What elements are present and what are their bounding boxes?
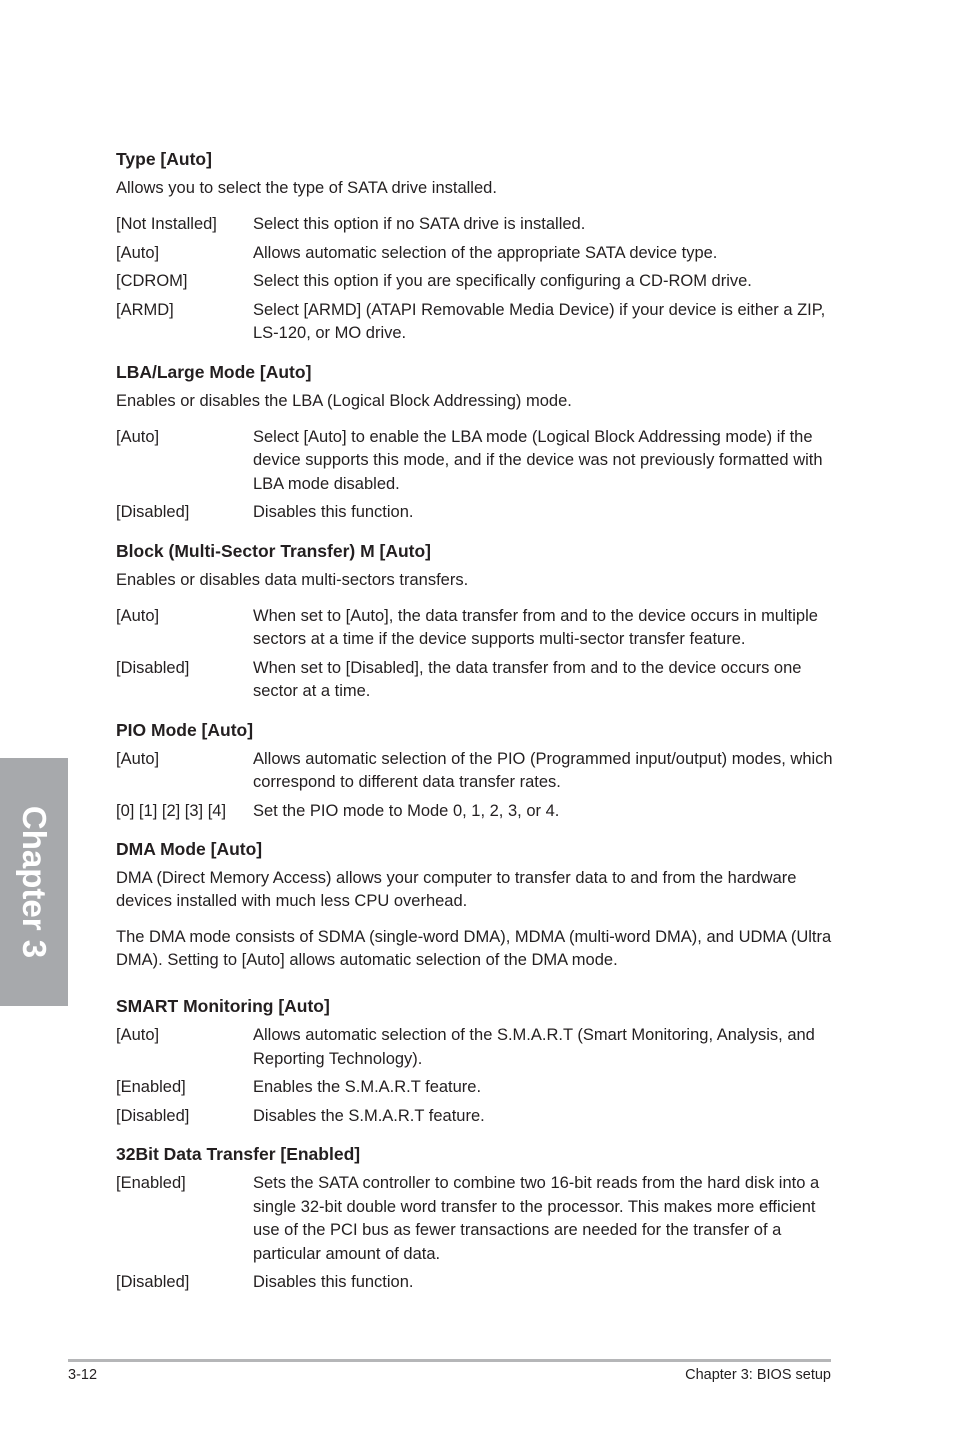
section-heading: PIO Mode [Auto]: [116, 719, 254, 740]
section-heading: DMA Mode [Auto]: [116, 839, 263, 859]
option-row: [116, 748, 836, 795]
option-key: [Auto]: [116, 427, 160, 446]
option-description: Select [Auto] to enable the LBA mode (Logical Block Addressing mode) if the device supports this mode, and if the device was not previously formatted with LBA mode disabled.: [253, 427, 823, 493]
document-body: [116, 147, 836, 1300]
option-key: [Auto]: [116, 749, 160, 768]
section-block-multi-sector: [116, 539, 836, 704]
option-description: Enables the S.M.A.R.T feature.: [253, 1078, 482, 1096]
option-description: Select this option if you are specifically configuring a CD-ROM drive.: [253, 272, 752, 290]
section-heading: Type [Auto]: [116, 149, 212, 169]
option-row: [116, 1105, 836, 1129]
option-key: [Disabled]: [116, 658, 190, 677]
option-key: [Auto]: [116, 1026, 160, 1044]
section-description: Enables or disables data multi-sectors transfers.: [116, 570, 469, 589]
option-key: [Disabled]: [116, 1106, 190, 1125]
option-description: Disables the S.M.A.R.T feature.: [253, 1106, 485, 1125]
option-description: Allows automatic selection of the S.M.A.R.T (Smart Monitoring, Analysis, and Reporting Technology).: [253, 1026, 815, 1068]
option-key: [CDROM]: [116, 272, 188, 290]
section-description: DMA (Direct Memory Access) allows your computer to transfer data to and from the hardware devices installed with much less CPU overhead.: [116, 869, 797, 910]
page-number: 3-12: [68, 1367, 98, 1383]
option-row: [116, 1172, 836, 1266]
option-key: [Disabled]: [116, 503, 190, 521]
option-description: Sets the SATA controller to combine two 16-bit reads from the hard disk into a single 32-bit double word transfer to the processor. This makes more efficient use of the PCI bus as fewer transactions are needed for the transfer of a particular amount of data.: [253, 1174, 820, 1263]
option-key: [Auto]: [116, 606, 160, 625]
option-key: [ARMD]: [116, 300, 174, 319]
option-row: [116, 242, 836, 266]
option-description: Disables this function.: [253, 1273, 414, 1291]
section-description: Enables or disables the LBA (Logical Block Addressing) mode.: [116, 391, 572, 410]
option-description: Select [ARMD] (ATAPI Removable Media Device) if your device is either a ZIP, LS-120, or MO drive.: [253, 300, 826, 342]
section-lba-large-mode: [116, 360, 836, 525]
section-type: [116, 147, 836, 346]
option-row: [116, 426, 836, 497]
option-row: [116, 800, 836, 824]
option-row: [116, 299, 836, 346]
section-heading: 32Bit Data Transfer [Enabled]: [116, 1144, 361, 1164]
option-description: Allows automatic selection of the appropriate SATA device type.: [253, 243, 718, 262]
section-dma-mode: [116, 837, 836, 972]
option-row: [116, 213, 836, 237]
option-description: When set to [Auto], the data transfer from and to the device occurs in multiple sectors at a time if the device supports multi-sector transfer feature.: [253, 606, 818, 648]
chapter-side-tab: [0, 758, 68, 1006]
option-row: [116, 270, 836, 294]
section-heading: LBA/Large Mode [Auto]: [116, 361, 312, 382]
option-row: [116, 501, 836, 525]
option-row: [116, 605, 836, 652]
option-row: [116, 657, 836, 704]
option-key: [Enabled]: [116, 1078, 186, 1096]
section-heading: Block (Multi-Sector Transfer) M [Auto]: [116, 540, 432, 561]
section-pio-mode: [116, 718, 836, 824]
option-description: Set the PIO mode to Mode 0, 1, 2, 3, or 4.: [253, 801, 560, 820]
option-key: [Enabled]: [116, 1174, 186, 1192]
section-description: Allows you to select the type of SATA drive installed.: [116, 179, 497, 197]
option-description: Disables this function.: [253, 503, 414, 521]
option-description: Allows automatic selection of the PIO (Programmed input/output) modes, which correspond to different data transfer rates.: [253, 749, 833, 791]
option-key: [Auto]: [116, 243, 160, 262]
option-description: Select this option if no SATA drive is installed.: [253, 215, 586, 233]
option-key: [Disabled]: [116, 1273, 190, 1291]
option-key: [0] [1] [2] [3] [4]: [116, 801, 227, 820]
option-row: [116, 1024, 836, 1071]
option-description: When set to [Disabled], the data transfer from and to the device occurs one sector at a time.: [253, 658, 802, 700]
option-key: [Not Installed]: [116, 215, 217, 233]
section-smart-monitoring: [116, 994, 836, 1128]
chapter-side-tab-label: Chapter 3: [16, 805, 53, 959]
option-row: [116, 1076, 836, 1100]
section-heading: SMART Monitoring [Auto]: [116, 996, 330, 1016]
footer-chapter-title: Chapter 3: BIOS setup: [685, 1367, 831, 1383]
footer-divider: [68, 1359, 831, 1362]
section-description: The DMA mode consists of SDMA (single-word DMA), MDMA (multi-word DMA), and UDMA (Ultra DMA). Setting to [Auto] allows automatic selection of the DMA mode.: [116, 928, 832, 969]
option-row: [116, 1271, 836, 1295]
section-32bit-data-transfer: [116, 1142, 836, 1295]
